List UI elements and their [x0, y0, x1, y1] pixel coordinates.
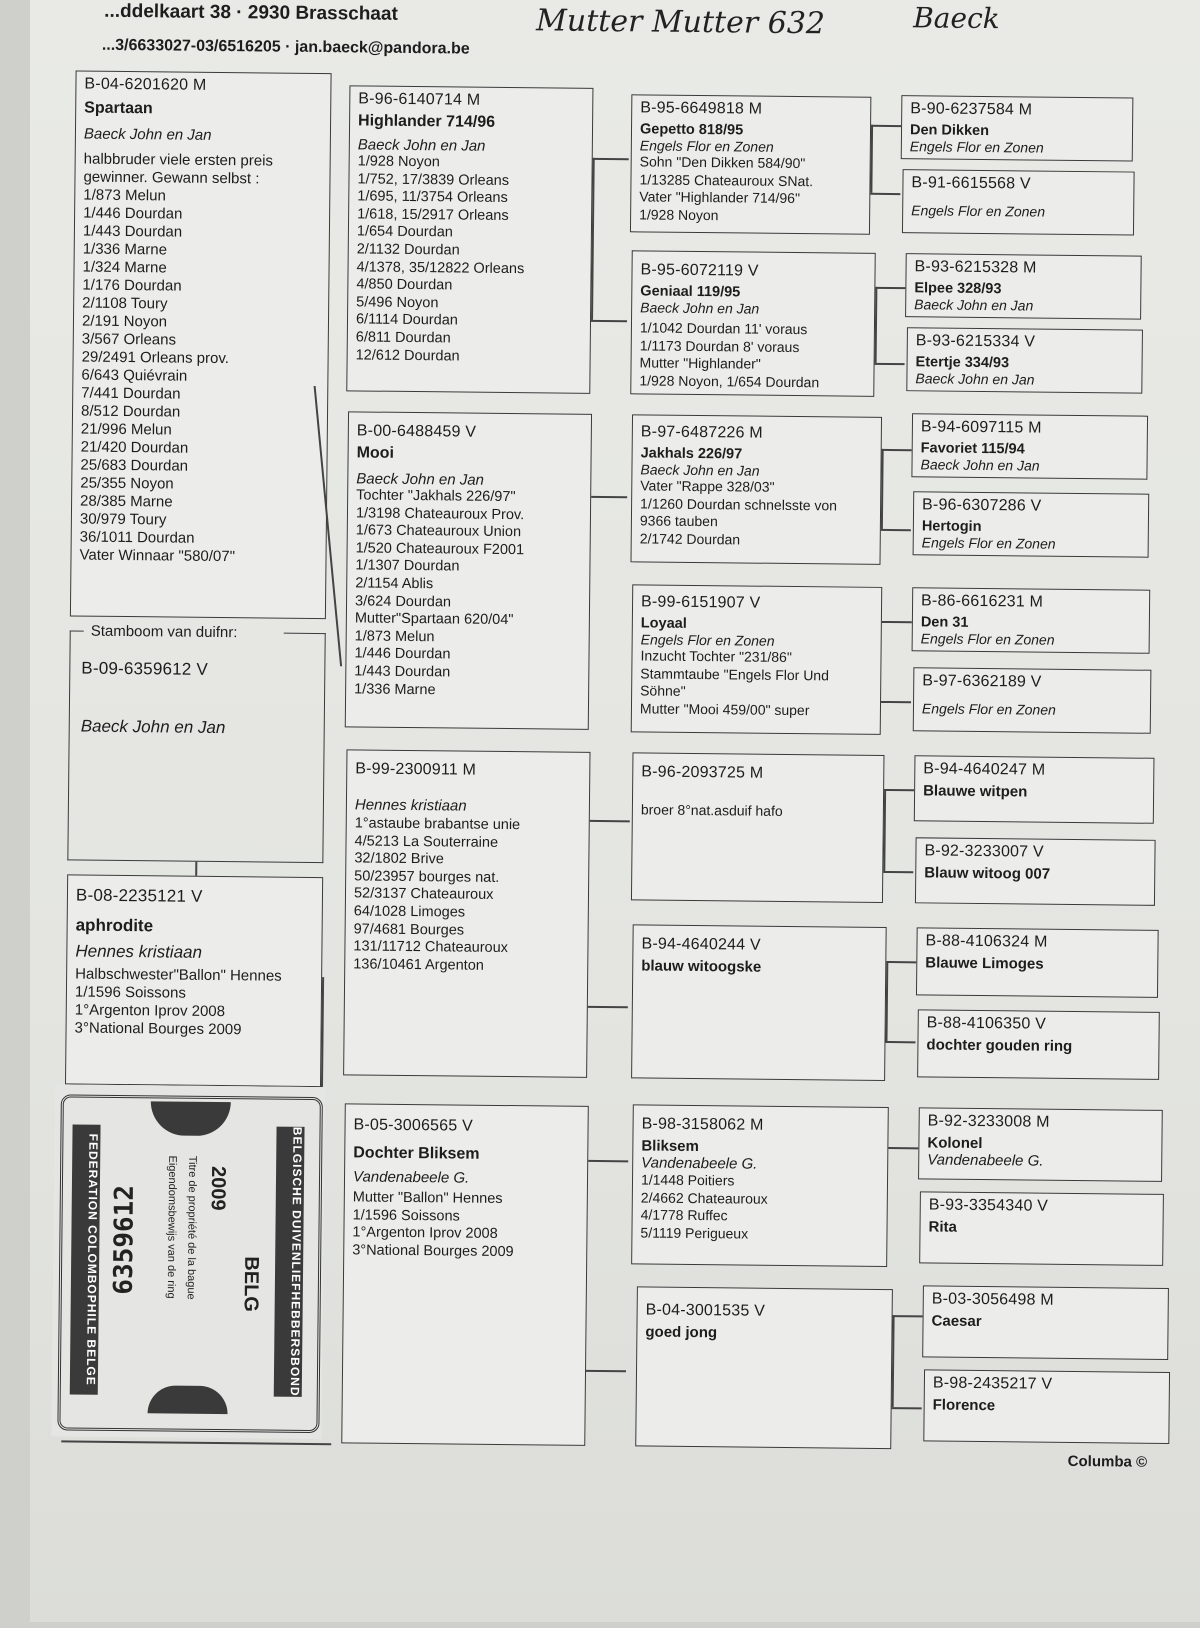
c4-5-owner: Baeck John en Jan — [920, 456, 1040, 474]
connector-c3-7a — [888, 1147, 918, 1149]
result-line: 6/811 Dourdan — [355, 329, 451, 347]
c4-5-ring: B-94-6097115 M — [920, 418, 1042, 437]
result-line: 2/191 Noyon — [81, 312, 168, 331]
c3-box-1 — [630, 94, 871, 235]
result-line: 3/624 Dourdan — [354, 592, 452, 610]
c4-box-2 — [902, 169, 1135, 235]
result-line: 1/176 Dourdan — [82, 276, 182, 295]
c3-8-ring: B-04-3001535 V — [645, 1301, 766, 1320]
c4-box-6 — [913, 491, 1150, 557]
gd1-name: Mooi — [356, 444, 395, 462]
c4-box-15 — [922, 1285, 1169, 1360]
result-line: 21/420 Dourdan — [80, 438, 189, 457]
c4-box-8 — [913, 667, 1152, 733]
c4-2-name — [911, 196, 1125, 198]
connector-c3-2 — [875, 287, 878, 363]
result-line: 2/1108 Toury — [82, 294, 168, 313]
stamp-country: BELG — [239, 1256, 263, 1313]
c3-3-owner: Baeck John en Jan — [640, 461, 760, 479]
c3-1-name: Gepetto 818/95 — [639, 121, 744, 139]
c4-box-7 — [912, 587, 1151, 653]
c3-3-results — [640, 477, 873, 549]
gs2-ring: B-99-2300911 M — [355, 760, 477, 779]
c4-1-owner: Engels Flor en Zonen — [909, 138, 1044, 156]
connector-dam — [321, 977, 324, 1087]
stamp-ownership-fr: Titre de propriété de la bague — [184, 1155, 199, 1300]
result-line: 1°Argenton Iprov 2008 — [352, 1224, 498, 1243]
connector-c3-8 — [892, 1315, 895, 1407]
connector-subject-dam — [195, 862, 197, 876]
connector-c3-2b — [875, 363, 905, 365]
result-line: 2/1132 Dourdan — [356, 241, 460, 259]
c4-2-ring: B-91-6615568 V — [911, 174, 1031, 193]
c4-3-ring: B-93-6215328 M — [914, 258, 1037, 277]
dam-box — [65, 874, 323, 1087]
result-line: 2/1742 Dourdan — [639, 529, 741, 547]
result-line: 25/355 Noyon — [80, 474, 174, 493]
c4-8-ring: B-97-6362189 V — [922, 672, 1042, 691]
c3-5-owner — [641, 785, 875, 787]
subject-owner: Baeck John en Jan — [80, 716, 226, 738]
connector-c3-1a — [871, 125, 901, 127]
subject-box — [67, 622, 325, 863]
c4-box-14 — [919, 1191, 1164, 1266]
result-line: 1/13285 Chateauroux SNat. — [639, 170, 814, 189]
c4-9-ring: B-94-4640247 M — [923, 760, 1046, 779]
gd1-owner: Baeck John en Jan — [356, 470, 485, 489]
gd2-owner: Vandenabeele G. — [352, 1168, 470, 1187]
result-line: 1/654 Dourdan — [356, 223, 453, 241]
connector-c2-3 — [590, 820, 630, 822]
gd1-results — [354, 487, 582, 700]
c4-3-owner: Baeck John en Jan — [914, 296, 1034, 314]
sire-name: Spartaan — [84, 99, 153, 118]
c4-7-name: Den 31 — [920, 614, 969, 631]
gs2-results — [353, 815, 581, 976]
stamp-right-band: BELGISCHE DUIVENLIEFHEBBERSBOND — [274, 1127, 305, 1397]
connector-c3-1 — [870, 125, 873, 193]
gd2-name: Dochter Bliksem — [353, 1144, 480, 1163]
result-line: 50/23957 bourges nat. — [354, 868, 500, 886]
c3-box-2 — [630, 250, 875, 397]
result-line: 1/324 Marne — [82, 258, 167, 277]
c3-7-name: Bliksem — [641, 1137, 700, 1156]
result-line: 1/1307 Dourdan — [355, 557, 460, 575]
result-line: 28/385 Marne — [80, 492, 173, 511]
gs1-ring: B-96-6140714 M — [358, 90, 481, 109]
c3-2-results — [639, 319, 866, 391]
result-line: Vater Winnaar "580/07" — [79, 546, 236, 566]
result-line: 1°Argenton Iprov 2008 — [74, 1001, 226, 1021]
result-line: 5/496 Noyon — [356, 294, 439, 312]
c4-13-ring: B-92-3233008 M — [927, 1112, 1050, 1131]
c4-4-name: Etertje 334/93 — [915, 354, 1010, 372]
c3-6-name: blauw witoogske — [641, 957, 762, 976]
c4-11-ring: B-88-4106324 M — [925, 932, 1048, 951]
result-line: 32/1802 Brive — [354, 850, 444, 868]
result-line: Halbschwester"Ballon" Hennes — [75, 965, 282, 985]
result-line: 1/446 Dourdan — [354, 645, 451, 663]
connector-c3-6 — [885, 961, 888, 1041]
c4-6-owner: Engels Flor en Zonen — [921, 534, 1056, 552]
connector-c3-5a — [884, 789, 914, 791]
connector-c2-4 — [588, 1160, 628, 1162]
result-line: 97/4681 Bourges — [353, 920, 465, 939]
connector-c3-5 — [883, 789, 886, 871]
c4-box-4 — [906, 327, 1143, 393]
result-line: 1/520 Chateauroux F2001 — [355, 540, 525, 558]
c4-box-9 — [914, 755, 1155, 824]
c3-4-results — [640, 647, 873, 719]
connector-c3-6b — [885, 1041, 915, 1043]
result-line: Mutter "Mooi 459/00" super — [639, 699, 810, 718]
c4-14-ring: B-93-3354340 V — [928, 1196, 1049, 1215]
c4-4-ring: B-93-6215334 V — [915, 332, 1036, 351]
result-line: 4/5213 La Souterraine — [354, 833, 499, 851]
connector-c3-4b — [881, 701, 911, 703]
c4-1-name: Den Dikken — [909, 122, 990, 140]
result-line: 1/928 Noyon, 1/654 Dourdan — [639, 371, 820, 390]
gs2-owner: Hennes kristiaan — [354, 796, 467, 815]
result-line: 1/336 Marne — [82, 240, 168, 259]
c3-7-results — [640, 1171, 879, 1243]
result-line: 1/673 Chateauroux Union — [355, 522, 522, 541]
c3-1-results — [639, 153, 862, 225]
result-line: 1/928 Noyon — [357, 153, 440, 171]
c3-box-7 — [631, 1104, 889, 1267]
result-line: 1/446 Dourdan — [83, 204, 183, 223]
c4-box-1 — [901, 95, 1134, 161]
result-line: 1/618, 15/2917 Orleans — [357, 206, 509, 224]
result-line: 1/873 Melun — [83, 186, 166, 205]
stamp-ring-number: 6359612 — [108, 1184, 140, 1295]
c3-2-ring: B-95-6072119 V — [640, 261, 759, 280]
result-line: gewinner. Gewann selbst : — [83, 168, 260, 188]
c4-6-ring: B-96-6307286 V — [922, 496, 1042, 515]
connector-c3-5b — [883, 871, 913, 873]
c4-14-name: Rita — [928, 1218, 957, 1236]
c3-4-ring: B-99-6151907 V — [640, 593, 761, 612]
result-line: 4/1778 Ruffec — [640, 1206, 728, 1224]
c4-13-owner: Vandenabeele G. — [927, 1151, 1044, 1170]
c3-box-3 — [630, 414, 882, 565]
stamp-left-band: FEDERATION COLOMBOPHILE BELGE — [70, 1124, 101, 1394]
subject-ring: B-09-6359612 V — [81, 658, 209, 679]
c3-7-ring: B-98-3158062 M — [641, 1115, 764, 1134]
result-line: 136/10461 Argenton — [353, 956, 484, 974]
c3-1-owner: Engels Flor en Zonen — [639, 137, 774, 155]
result-line: 4/1378, 35/12822 Orleans — [356, 258, 525, 277]
handwritten-signature: Baeck — [913, 1, 1000, 36]
c4-13-name: Kolonel — [927, 1134, 983, 1153]
c4-2-owner: Engels Flor en Zonen — [911, 202, 1046, 220]
grandsire-dam-box — [343, 749, 590, 1078]
c4-15-name: Caesar — [931, 1312, 982, 1331]
c4-12-ring: B-88-4106350 V — [926, 1014, 1047, 1033]
result-line: 2/1154 Ablis — [355, 575, 434, 593]
connector-c2-1 — [593, 158, 629, 160]
c4-box-11 — [916, 927, 1159, 998]
result-line: Sohn "Den Dikken 584/90" — [639, 153, 806, 172]
stamp-ownership-nl: Eigendomsbewijs van de ring — [164, 1155, 179, 1299]
result-line: 1/1448 Poitiers — [640, 1171, 735, 1189]
gs1-name: Highlander 714/96 — [358, 112, 496, 131]
gd2-results — [352, 1189, 579, 1262]
result-line: 64/1028 Limoges — [353, 903, 466, 921]
c4-4-owner: Baeck John en Jan — [915, 370, 1035, 388]
c4-16-name: Florence — [932, 1396, 996, 1415]
ring-certificate-stamp — [51, 1084, 325, 1439]
result-line: 131/11712 Chateauroux — [353, 938, 509, 957]
result-line: 1/695, 11/3754 Orleans — [357, 188, 508, 207]
footer-credit: Columba © — [1067, 1452, 1148, 1471]
result-line: 5/1119 Perigueux — [640, 1223, 749, 1242]
c4-box-16 — [923, 1369, 1170, 1444]
result-line: 1/1042 Dourdan 11' voraus — [639, 319, 808, 338]
granddam-dam-box — [341, 1103, 589, 1446]
c4-1-ring: B-90-6237584 M — [910, 100, 1033, 119]
result-line: 1/336 Marne — [354, 680, 436, 698]
result-line: 12/612 Dourdan — [355, 346, 460, 365]
result-line: 1/1260 Dourdan schnelsste von — [640, 494, 838, 513]
c4-10-ring: B-92-3233007 V — [924, 842, 1044, 861]
grandsire-sire-box — [346, 85, 593, 394]
result-line: Vater "Highlander 714/96" — [639, 188, 801, 207]
result-line: 36/1011 Dourdan — [79, 528, 195, 547]
result-line: 30/979 Toury — [79, 510, 167, 529]
result-line: Inzucht Tochter "231/86" — [640, 647, 792, 666]
breeder-contact: ...3/6633027-03/6516205 · jan.baeck@pandora.be — [101, 36, 470, 58]
c4-16-ring: B-98-2435217 V — [932, 1374, 1053, 1393]
connector-c3-8a — [893, 1315, 923, 1317]
result-line: 52/3137 Chateauroux — [353, 885, 494, 904]
c3-2-name: Geniaal 119/95 — [640, 283, 741, 301]
sire-owner: Baeck John en Jan — [83, 125, 212, 144]
result-line: 9366 tauben — [639, 512, 718, 530]
connector-c3-2a — [875, 287, 905, 289]
c4-5-name: Favoriet 115/94 — [920, 440, 1025, 458]
c3-7-owner: Vandenabeele G. — [641, 1154, 758, 1173]
result-line: 1°astaube brabantse unie — [354, 815, 521, 834]
c3-8-name: goed jong — [645, 1323, 718, 1342]
dam-ring: B-08-2235121 V — [75, 885, 203, 906]
result-line: 1/752, 17/3839 Orleans — [357, 171, 510, 189]
result-line: 1/443 Dourdan — [82, 222, 183, 241]
c3-1-ring: B-95-6649818 M — [640, 99, 763, 118]
c4-12-name: dochter gouden ring — [926, 1036, 1073, 1055]
c4-box-12 — [917, 1009, 1160, 1080]
c3-4-owner: Engels Flor en Zonen — [640, 631, 775, 649]
sire-box — [70, 70, 332, 619]
c4-3-name: Elpee 328/93 — [914, 280, 1002, 298]
c3-3-name: Jakhals 226/97 — [640, 445, 743, 463]
connector-c3-3a — [882, 449, 912, 451]
result-line: 4/850 Dourdan — [356, 276, 453, 294]
result-line: 3°National Bourges 2009 — [74, 1019, 242, 1039]
connector-c3-1b — [870, 193, 900, 195]
result-line: Mutter "Ballon" Hennes — [352, 1189, 503, 1208]
result-line: Stammtaube "Engels Flor Und — [640, 664, 830, 683]
result-line: Söhne" — [640, 682, 686, 699]
c3-3-ring: B-97-6487226 M — [640, 423, 763, 442]
connector-c2-4b — [586, 1370, 626, 1372]
c4-8-name — [922, 694, 1142, 696]
result-line: 1/873 Melun — [354, 628, 435, 646]
c3-4-name: Loyaal — [640, 615, 687, 632]
c3-box-5 — [631, 752, 885, 903]
connector-c2-3b — [588, 1006, 628, 1008]
gd1-ring: B-00-6488459 V — [356, 422, 477, 441]
connector-c3-4a — [882, 621, 912, 623]
sire-ring: B-04-6201620 M — [84, 75, 207, 94]
sire-results — [79, 151, 321, 567]
c4-11-name: Blauwe Limoges — [925, 954, 1044, 973]
result-line: broer 8°nat.asduif hafo — [640, 801, 783, 819]
result-line: 3/567 Orleans — [81, 330, 177, 349]
result-line: Mutter "Highlander" — [639, 354, 761, 372]
result-line: 1/928 Noyon — [639, 205, 719, 223]
result-line: 1/1596 Soissons — [352, 1207, 460, 1225]
gs1-results — [356, 153, 584, 366]
gs1-owner: Baeck John en Jan — [357, 136, 486, 155]
c4-8-owner: Engels Flor en Zonen — [921, 700, 1056, 718]
c3-box-8 — [635, 1286, 893, 1449]
c4-box-13 — [918, 1107, 1163, 1182]
c3-6-ring: B-94-4640244 V — [641, 935, 761, 954]
result-line: 7/441 Dourdan — [81, 384, 181, 403]
c4-box-3 — [905, 253, 1142, 319]
gd2-ring: B-05-3006565 V — [353, 1116, 474, 1135]
connector-c3-3 — [881, 449, 884, 529]
c3-2-owner: Baeck John en Jan — [640, 299, 760, 317]
c3-box-4 — [631, 584, 883, 735]
connector-c3-3b — [881, 529, 911, 531]
dam-results — [74, 966, 313, 1040]
result-line: 25/683 Dourdan — [80, 456, 189, 475]
result-line: 6/643 Quiévrain — [81, 366, 188, 385]
result-line: Tochter "Jakhals 226/97" — [356, 487, 516, 506]
result-line: 8/512 Dourdan — [80, 402, 181, 421]
result-line: 3°National Bourges 2009 — [352, 1242, 514, 1260]
c4-9-name: Blauwe witpen — [923, 782, 1028, 801]
connector-c3-6a — [886, 961, 916, 963]
dam-owner: Hennes kristiaan — [75, 941, 203, 962]
c3-5-ring: B-96-2093725 M — [641, 763, 764, 782]
result-line: 2/4662 Chateauroux — [640, 1188, 768, 1207]
breeder-address: ...ddelkaart 38 · 2930 Brasschaat — [104, 0, 398, 25]
result-line: 1/1596 Soissons — [74, 983, 186, 1002]
result-line: 29/2491 Orleans prov. — [81, 348, 230, 368]
c4-10-name: Blauw witoog 007 — [924, 864, 1051, 883]
dam-name: aphrodite — [75, 915, 154, 936]
c4-6-name: Hertogin — [921, 518, 982, 535]
c4-box-10 — [915, 837, 1156, 906]
c3-box-6 — [631, 924, 887, 1081]
c4-15-ring: B-03-3056498 M — [931, 1290, 1054, 1309]
connector-c2-1b — [591, 320, 627, 322]
result-line: 1/443 Dourdan — [354, 663, 451, 681]
c3-5-results — [641, 801, 875, 821]
connector-c2-1v — [591, 158, 595, 320]
c3-5-name — [641, 785, 875, 787]
stamp-underline — [61, 1440, 331, 1444]
c4-7-ring: B-86-6616231 M — [921, 592, 1044, 611]
connector-c3-8b — [892, 1407, 922, 1409]
result-line: Vater "Rappe 328/03" — [640, 477, 775, 495]
c4-7-owner: Engels Flor en Zonen — [920, 630, 1055, 648]
stamp-year: 2009 — [206, 1165, 230, 1211]
result-line: Mutter"Spartaan 620/04" — [354, 610, 514, 629]
result-line: 21/996 Melun — [80, 420, 172, 439]
result-line: 6/1114 Dourdan — [355, 311, 458, 329]
c4-box-5 — [911, 413, 1148, 479]
result-line: halbbruder viele ersten preis — [83, 150, 274, 170]
result-line: 1/1173 Dourdan 8' voraus — [639, 336, 800, 355]
handwritten-note: Mutter Mutter 632 — [535, 3, 826, 42]
pedigree-title: Stamboom van duifnr: — [88, 623, 241, 642]
granddam-sire-box — [345, 411, 592, 730]
result-line: 1/3198 Chateauroux Prov. — [355, 505, 525, 523]
connector-c2-2 — [591, 496, 627, 498]
